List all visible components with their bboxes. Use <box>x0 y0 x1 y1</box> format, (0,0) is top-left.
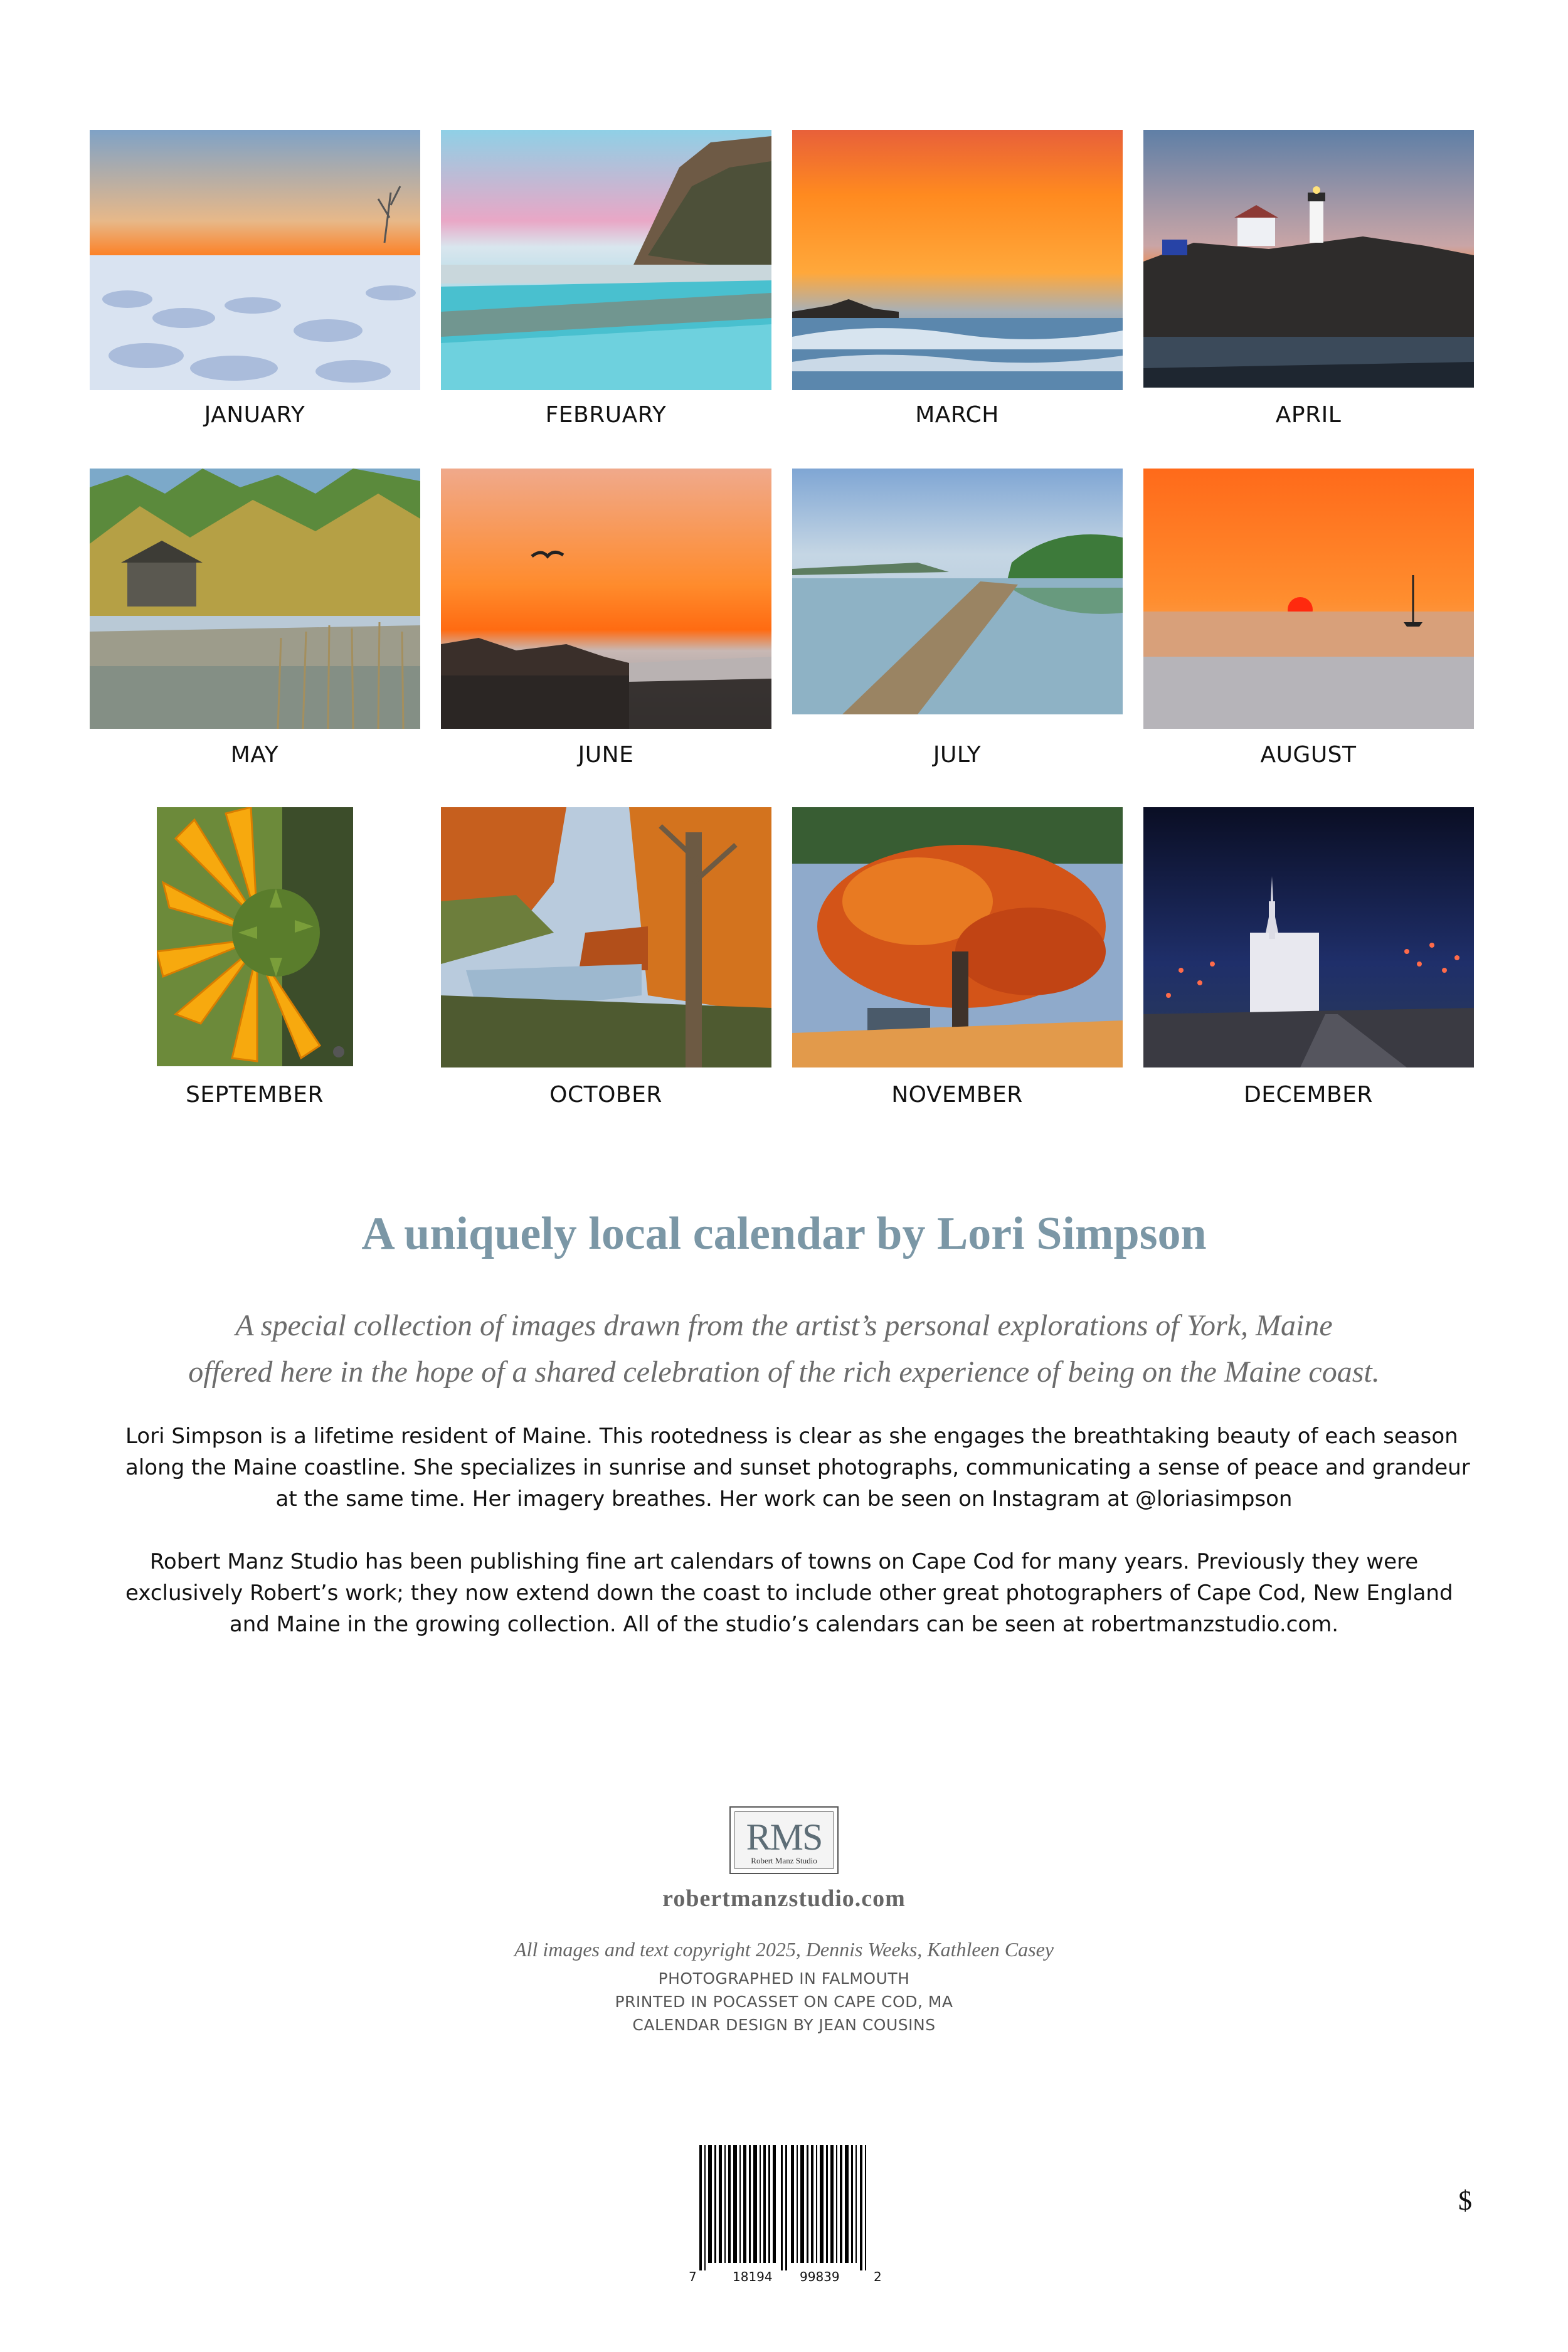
barcode-digit-1: 7 <box>689 2269 697 2284</box>
logo-subtitle: Robert Manz Studio <box>751 1856 817 1865</box>
credit-line-1: PHOTOGRAPHED IN FALMOUTH <box>658 1969 910 1988</box>
barcode-digits-3: 99839 <box>800 2269 840 2284</box>
studio-description-line: exclusively Robert’s work; they now extend down the coast to include other great photographers of Cape Cod, New England <box>125 1581 1453 1606</box>
photo-december <box>1143 807 1474 1067</box>
price-symbol: $ <box>1458 2185 1472 2216</box>
month-label-june: JUNE <box>578 742 634 768</box>
month-label-january: JANUARY <box>204 402 305 428</box>
photo-april <box>1143 130 1474 388</box>
studio-description-line: Robert Manz Studio has been publishing fine art calendars of towns on Cape Cod for many years. Previously they were <box>149 1549 1419 1574</box>
logo-letters: RMS <box>746 1816 822 1858</box>
artist-bio-line: Lori Simpson is a lifetime resident of Maine. This rootedness is clear as she engages the breathtaking beauty of each season <box>125 1424 1458 1449</box>
copyright: All images and text copyright 2025, Dennis Weeks, Kathleen Casey <box>514 1938 1054 1961</box>
month-label-november: NOVEMBER <box>891 1082 1023 1108</box>
month-label-august: AUGUST <box>1260 742 1357 768</box>
photo-september <box>157 807 353 1066</box>
month-label-may: MAY <box>230 742 279 768</box>
month-label-march: MARCH <box>915 402 999 428</box>
month-label-december: DECEMBER <box>1244 1082 1373 1108</box>
credit-line-2: PRINTED IN POCASSET ON CAPE COD, MA <box>615 1993 953 2011</box>
barcode-digits-2: 18194 <box>733 2269 773 2284</box>
studio-description-line: and Maine in the growing collection. All of the studio’s calendars can be seen at robertmanzstudio.com. <box>229 1612 1339 1637</box>
credit-line-3: CALENDAR DESIGN BY JEAN COUSINS <box>632 2016 936 2034</box>
photo-june <box>441 469 771 729</box>
subtitle-line-2: offered here in the hope of a shared celebration of the rich experience of being on the Maine coast. <box>188 1355 1380 1389</box>
month-label-september: SEPTEMBER <box>185 1082 324 1108</box>
rms-logo <box>729 1806 839 1874</box>
photo-february <box>441 130 771 390</box>
photo-may <box>90 469 420 729</box>
studio-description <box>125 1546 1453 1640</box>
barcode <box>687 2145 881 2289</box>
photo-july <box>792 469 1123 714</box>
headline: A uniquely local calendar by Lori Simpson <box>361 1208 1207 1259</box>
barcode-digit-4: 2 <box>874 2269 882 2284</box>
subtitle-line-1: A special collection of images drawn from the artist’s personal explorations of York, Maine <box>235 1309 1333 1342</box>
photo-november <box>792 807 1123 1067</box>
photo-january <box>90 130 420 390</box>
photo-october <box>441 807 771 1067</box>
month-label-february: FEBRUARY <box>545 402 667 428</box>
photo-august <box>1143 469 1474 729</box>
website: robertmanzstudio.com <box>662 1885 906 1912</box>
artist-bio-line: at the same time. Her imagery breathes. Her work can be seen on Instagram at @loriasimpson <box>275 1486 1293 1512</box>
artist-bio-line: along the Maine coastline. She specializes in sunrise and sunset photographs, communicating a sense of peace and grandeur <box>125 1455 1470 1480</box>
photo-march <box>792 130 1123 390</box>
month-label-april: APRIL <box>1275 402 1342 428</box>
month-label-july: JULY <box>933 742 982 768</box>
month-label-october: OCTOBER <box>549 1082 662 1108</box>
artist-bio <box>125 1421 1470 1515</box>
